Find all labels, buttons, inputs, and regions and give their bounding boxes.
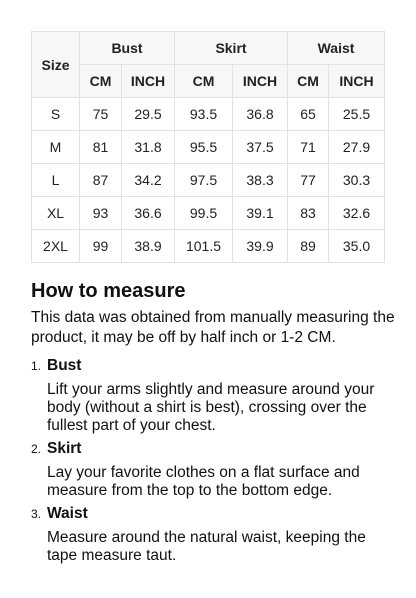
table-cell: 75 <box>80 98 122 131</box>
table-cell: 34.2 <box>122 164 175 197</box>
skirt-cm-header: CM <box>175 65 233 98</box>
table-cell: 38.9 <box>122 230 175 263</box>
table-cell: 30.3 <box>329 164 385 197</box>
step-description: Measure around the natural waist, keeping the tape measure taut. <box>47 529 366 564</box>
table-cell: 65 <box>288 98 329 131</box>
table-cell: 93 <box>80 197 122 230</box>
size-chart-table <box>31 31 385 263</box>
measure-intro-text: This data was obtained from manually measuring the product, it may be off by half inch or 1-2 CM. <box>31 309 395 346</box>
table-cell: 99 <box>80 230 122 263</box>
table-cell: 27.9 <box>329 131 385 164</box>
list-item <box>31 356 391 435</box>
size-cell: 2XL <box>32 230 80 263</box>
table-cell: 31.8 <box>122 131 175 164</box>
step-description: Lay your favorite clothes on a flat surface and measure from the top to the bottom edge. <box>47 464 360 499</box>
table-cell: 95.5 <box>175 131 233 164</box>
table-cell: 77 <box>288 164 329 197</box>
table-cell: 99.5 <box>175 197 233 230</box>
waist-inch-header: INCH <box>329 65 385 98</box>
table-cell: 37.5 <box>233 131 288 164</box>
table-row <box>32 197 385 230</box>
table-cell: 35.0 <box>329 230 385 263</box>
bust-group-header: Bust <box>80 32 175 65</box>
skirt-inch-header: INCH <box>233 65 288 98</box>
size-cell: L <box>32 164 80 197</box>
bust-cm-header: CM <box>80 65 122 98</box>
table-row <box>32 131 385 164</box>
table-cell: 39.9 <box>233 230 288 263</box>
size-cell: M <box>32 131 80 164</box>
table-cell: 39.1 <box>233 197 288 230</box>
table-cell: 38.3 <box>233 164 288 197</box>
step-number: 1. <box>31 359 42 373</box>
table-cell: 81 <box>80 131 122 164</box>
bust-inch-header: INCH <box>122 65 175 98</box>
step-description: Lift your arms slightly and measure around your body (without a shirt is best), crossing over the fullest part of your chest. <box>47 381 375 434</box>
table-cell: 36.6 <box>122 197 175 230</box>
step-title-bust: Bust <box>47 357 82 374</box>
table-cell: 83 <box>288 197 329 230</box>
list-item <box>31 504 391 565</box>
table-cell: 89 <box>288 230 329 263</box>
waist-cm-header: CM <box>288 65 329 98</box>
table-row <box>32 230 385 263</box>
table-cell: 97.5 <box>175 164 233 197</box>
measure-steps-list <box>31 356 391 569</box>
table-cell: 29.5 <box>122 98 175 131</box>
table-cell: 25.5 <box>329 98 385 131</box>
table-cell: 36.8 <box>233 98 288 131</box>
table-row <box>32 164 385 197</box>
table-cell: 93.5 <box>175 98 233 131</box>
table-row <box>32 98 385 131</box>
skirt-group-header: Skirt <box>175 32 288 65</box>
table-cell: 101.5 <box>175 230 233 263</box>
size-cell: XL <box>32 197 80 230</box>
step-number: 2. <box>31 442 42 456</box>
size-cell: S <box>32 98 80 131</box>
size-column-header: Size <box>32 32 80 98</box>
step-title-skirt: Skirt <box>47 440 82 457</box>
step-number: 3. <box>31 507 42 521</box>
waist-group-header: Waist <box>288 32 385 65</box>
table-cell: 71 <box>288 131 329 164</box>
table-cell: 87 <box>80 164 122 197</box>
how-to-measure-title: How to measure <box>31 280 186 302</box>
list-item <box>31 439 391 500</box>
table-cell: 32.6 <box>329 197 385 230</box>
step-title-waist: Waist <box>47 505 88 522</box>
